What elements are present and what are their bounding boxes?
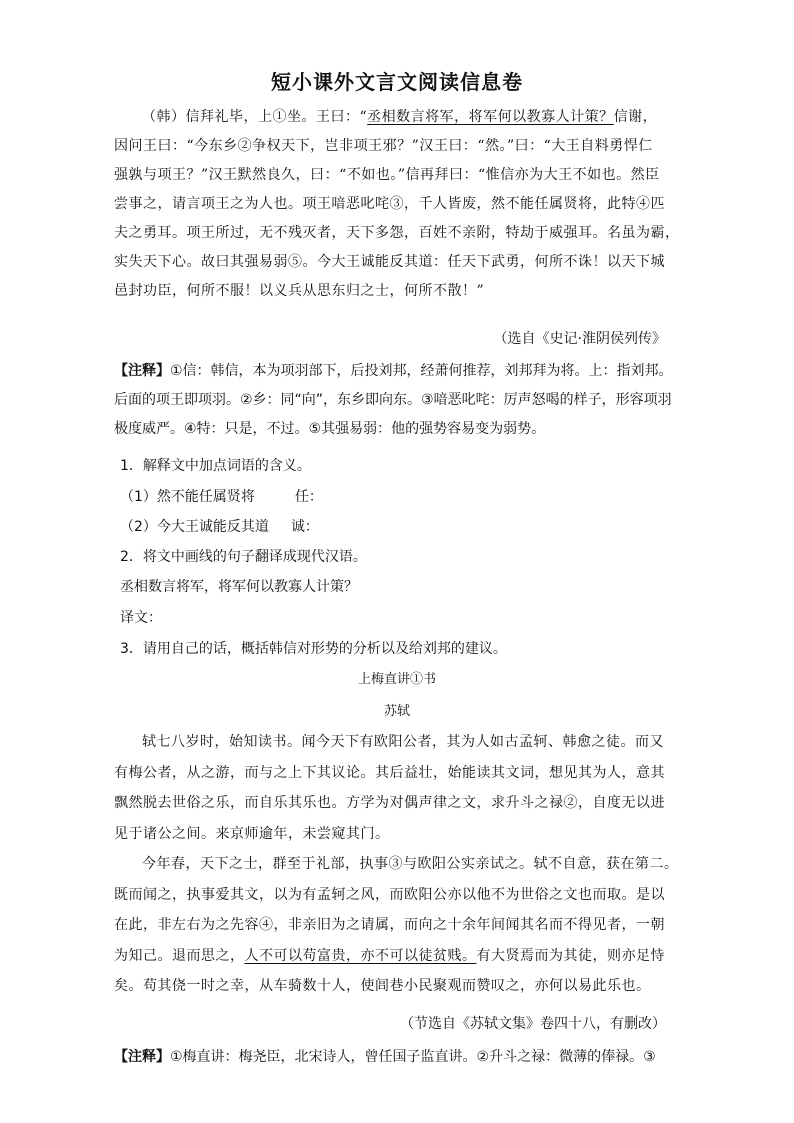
underlined-sentence: 丞相数言将军，将军何以教寡人计策？ [367, 109, 614, 125]
answer-blank[interactable]: 任： [294, 489, 323, 505]
annotation-text: ①信：韩信，本为项羽部下，后投刘邦，经萧何推荐，刘邦拜为将。上：指刘邦。后面的项王即项羽。②乡：同“向”，东乡即向东。③喑恶叱咤：厉声怒喝的样子，形容项羽极度威严。④特：只是，不过。⑤其强易弱：他的强势容易变为弱势。 [114, 363, 673, 437]
classical-passage-1 [114, 103, 680, 306]
passage-line: 矣。苟其侥一时之幸，从车骑数十人，使闾巷小民聚观而赞叹之，亦何以易此乐也。 [114, 978, 651, 994]
question-3: 3．请用自己的话，概括韩信对形势的分析以及给刘邦的建议。 [120, 641, 507, 657]
passage-line: 既而闻之，执事爱其文，以为有孟轲之风，而欧阳公亦以他不为世俗之文也而取。是以 [114, 886, 665, 903]
passage-line: 飘然脱去世俗之乐，而自乐其乐也。方学为对偶声律之文，求升斗之禄②，自度无以进 [114, 795, 665, 811]
passage-2-title: 上梅直讲①书 [357, 672, 436, 687]
passage-line: 因问王曰：“今东乡②争权天下，岂非项王邪？”汉王曰：“然。”曰：“大王自料勇悍仁 [114, 138, 653, 154]
source-citation-2: （节选自《苏轼文集》卷四十八，有删改） [400, 1016, 666, 1032]
passage-line: 今年春，天下之士，群至于礼部，执事③与欧阳公实亲试之。轼不自意，获在第二。 [142, 856, 679, 872]
passage-line: 夫之勇耳。项王所过，无不残灭者，天下多怨，百姓不亲附，特劫于威强耳。名虽为霸， [114, 225, 680, 241]
page-title: 短小课外文言文阅读信息卷 [271, 70, 523, 94]
passage-line: 轼七八岁时，始知读书。闻今天下有欧阳公者，其为人如古孟轲、韩愈之徒。而又 [142, 734, 664, 750]
passage-2-author: 苏轼 [383, 704, 410, 719]
passage-line: （韩）信拜礼毕，上①坐。王曰：“丞相数言将军，将军何以教寡人计策？信谢， [142, 109, 658, 125]
passage-line: 实失天下心。故曰其强易弱⑤。今大王诚能反其道：任天下武勇，何所不诛！以天下城 [114, 254, 665, 270]
annotation-label: 【注释】 [114, 1049, 170, 1065]
source-citation-1: （选自《史记·淮阴侯列传》 [493, 331, 666, 347]
passage-line: 尝事之，请言项王之为人也。项王喑恶叱咤③，千人皆废，然不能任属贤将，此特④匹 [114, 196, 665, 212]
translation-answer-label[interactable]: 译文： [120, 610, 162, 626]
annotation-text: ①梅直讲：梅尧臣，北宋诗人，曾任国子监直讲。②升斗之禄：微薄的俸禄。③ [170, 1049, 656, 1065]
answer-blank[interactable]: 诚： [290, 519, 319, 535]
annotation-block-1 [114, 357, 680, 444]
question-2-sentence: 丞相数言将军，将军何以教寡人计策？ [120, 579, 358, 595]
passage-line: 在此，非左右为之先容④，非亲旧为之请属，而向之十余年间闻其名而不得见者，一朝 [114, 917, 665, 933]
annotation-block-2 [114, 1043, 680, 1072]
passage-line: 强孰与项王？”汉王默然良久，曰：“不如也。”信再拜曰：“惟信亦为大王不如也。然臣 [114, 167, 660, 183]
question-1-part-1: （1）然不能任属贤将 任： [120, 489, 323, 505]
passage-line: 为知己。退而思之，人不可以苟富贵，亦不可以徒贫贱。有大贤焉而为其徒，则亦足恃 [114, 947, 665, 964]
question-1-part-2: （2）今大王诚能反其道 诚： [120, 519, 319, 535]
passage-line: 有梅公者，从之游，而与之上下其议论。其后益壮，始能读其文词，想见其为人，意其 [114, 764, 665, 781]
passage-line: 邑封功臣，何所不服！以义兵从思东归之士，何所不散！” [114, 283, 485, 299]
passage-line-tail: 有大贤焉而为其徒，则亦足恃 [476, 947, 665, 964]
underlined-sentence: 人不可以苟富贵，亦不可以徒贫贱。 [244, 947, 477, 964]
passage-line: 见于诸公之间。来京师逾年，未尝窥其门。 [114, 825, 390, 842]
passage-line-tail: 信谢， [613, 109, 658, 125]
question-1: 1．解释文中加点词语的含义。 [120, 458, 311, 474]
question-2: 2．将文中画线的句子翻译成现代汉语。 [120, 549, 367, 565]
annotation-label: 【注释】 [114, 363, 170, 379]
classical-passage-2 [114, 727, 680, 1002]
